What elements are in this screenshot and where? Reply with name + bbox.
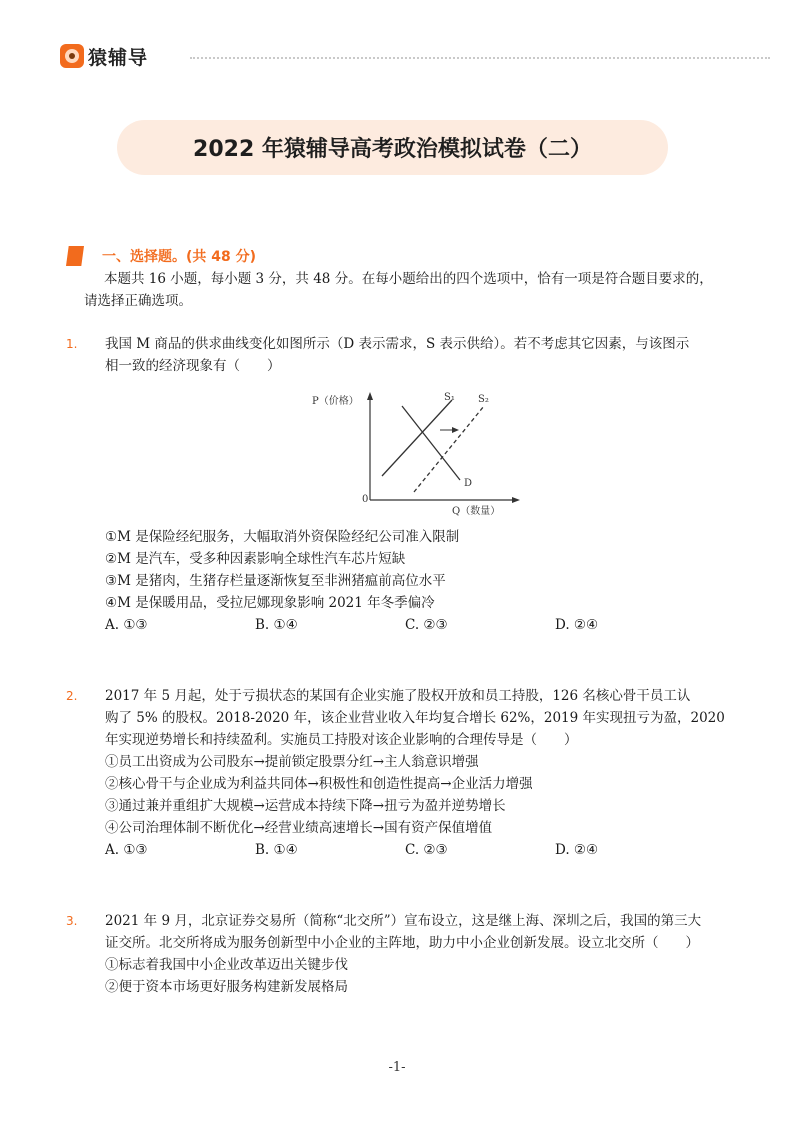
demand-curve-d bbox=[402, 406, 460, 480]
stem-line-1: 我国 M 商品的供求曲线变化如图所示（D 表示需求，S 表示供给）。若不考虑其它因素，与该图示 bbox=[105, 336, 690, 352]
stem-line-1: 2021 年 9 月，北京证券交易所（简称“北交所”）宣布设立，这是继上海、深圳之后，我国的第三大 bbox=[105, 913, 702, 929]
instructions-line-2: 请选择正确选项。 bbox=[84, 293, 192, 309]
question-stem bbox=[105, 910, 735, 954]
y-axis-label: P（价格） bbox=[312, 396, 359, 407]
choice-d[interactable]: D. ②④ bbox=[555, 617, 599, 633]
header-dotted-rule bbox=[190, 57, 770, 59]
question-number: 3. bbox=[66, 914, 78, 928]
s2-label: S₂ bbox=[478, 394, 489, 405]
question-number: 1. bbox=[66, 337, 78, 351]
statement-3: ③通过兼并重组扩大规模→运营成本持续下降→扭亏为盈并逆势增长 bbox=[105, 798, 506, 814]
instructions-line-1: 本题共 16 小题，每小题 3 分，共 48 分。在每小题给出的四个选项中，恰有一项是符合题目要求的， bbox=[104, 271, 713, 287]
question-number: 2. bbox=[66, 689, 78, 703]
statement-2: ②M 是汽车，受多种因素影响全球性汽车芯片短缺 bbox=[105, 551, 406, 567]
x-axis-label: Q（数量） bbox=[452, 506, 501, 517]
x-axis-arrow-icon bbox=[512, 497, 520, 503]
choice-a[interactable]: A. ①③ bbox=[105, 842, 148, 858]
section-marker-icon bbox=[66, 246, 84, 266]
stem-line-2: 购了 5% 的股权。2018-2020 年，该企业营业收入年均复合增长 62%，2019 年实现扭亏为盈，2020 bbox=[105, 710, 725, 726]
document-title: 2022 年猿辅导高考政治模拟试卷（二） bbox=[117, 120, 668, 175]
statement-1: ①员工出资成为公司股东→提前锁定股票分红→主人翁意识增强 bbox=[105, 754, 479, 770]
statement-1: ①标志着我国中小企业改革迈出关键步伐 bbox=[105, 957, 348, 973]
question-stem bbox=[105, 685, 735, 751]
stem-line-1: 2017 年 5 月起，处于亏损状态的某国有企业实施了股权开放和员工持股，126 名核心骨干员工认 bbox=[105, 688, 691, 704]
s1-label: S₁ bbox=[444, 392, 455, 403]
answer-choices bbox=[105, 614, 705, 636]
choice-d[interactable]: D. ②④ bbox=[555, 842, 599, 858]
page-header bbox=[60, 40, 720, 76]
answer-choices bbox=[105, 839, 705, 861]
statement-1: ①M 是保险经纪服务，大幅取消外资保险经纪公司准入限制 bbox=[105, 529, 460, 545]
statement-2: ②核心骨干与企业成为利益共同体→积极性和创造性提高→企业活力增强 bbox=[105, 776, 533, 792]
supply-curve-s1 bbox=[382, 400, 452, 476]
choice-b[interactable]: B. ①④ bbox=[255, 842, 298, 858]
choice-c[interactable]: C. ②③ bbox=[405, 617, 448, 633]
stem-line-2: 证交所。北交所将成为服务创新型中小企业的主阵地，助力中小企业创新发展。设立北交所（ ） bbox=[105, 935, 699, 951]
shift-arrow-icon bbox=[452, 427, 459, 433]
statement-4: ④M 是保暖用品，受拉尼娜现象影响 2021 年冬季偏冷 bbox=[105, 595, 435, 611]
stem-line-3: 年实现逆势增长和持续盈利。实施员工持股对该企业影响的合理传导是（ ） bbox=[105, 732, 578, 748]
statement-4: ④公司治理体制不断优化→经营业绩高速增长→国有资产保值增值 bbox=[105, 820, 493, 836]
supply-curve-s2 bbox=[414, 406, 484, 492]
d-label: D bbox=[464, 478, 473, 489]
stem-line-2: 相一致的经济现象有（ ） bbox=[105, 358, 281, 374]
statement-3: ③M 是猪肉，生猪存栏量逐渐恢复至非洲猪瘟前高位水平 bbox=[105, 573, 446, 589]
section-instructions bbox=[84, 268, 734, 312]
statement-2: ②便于资本市场更好服务构建新发展格局 bbox=[105, 979, 348, 995]
choice-b[interactable]: B. ①④ bbox=[255, 617, 298, 633]
section-title: 一、选择题。(共 48 分) bbox=[102, 249, 257, 265]
supply-demand-figure bbox=[312, 388, 522, 520]
brand-logo-icon bbox=[60, 44, 84, 68]
brand-name: 猿辅导 bbox=[88, 47, 149, 69]
choice-c[interactable]: C. ②③ bbox=[405, 842, 448, 858]
origin-label: 0 bbox=[362, 494, 369, 505]
y-axis-arrow-icon bbox=[367, 392, 373, 400]
page-number: -1- bbox=[388, 1060, 406, 1075]
question-stem bbox=[105, 333, 735, 377]
supply-demand-svg bbox=[312, 388, 522, 520]
choice-a[interactable]: A. ①③ bbox=[105, 617, 148, 633]
